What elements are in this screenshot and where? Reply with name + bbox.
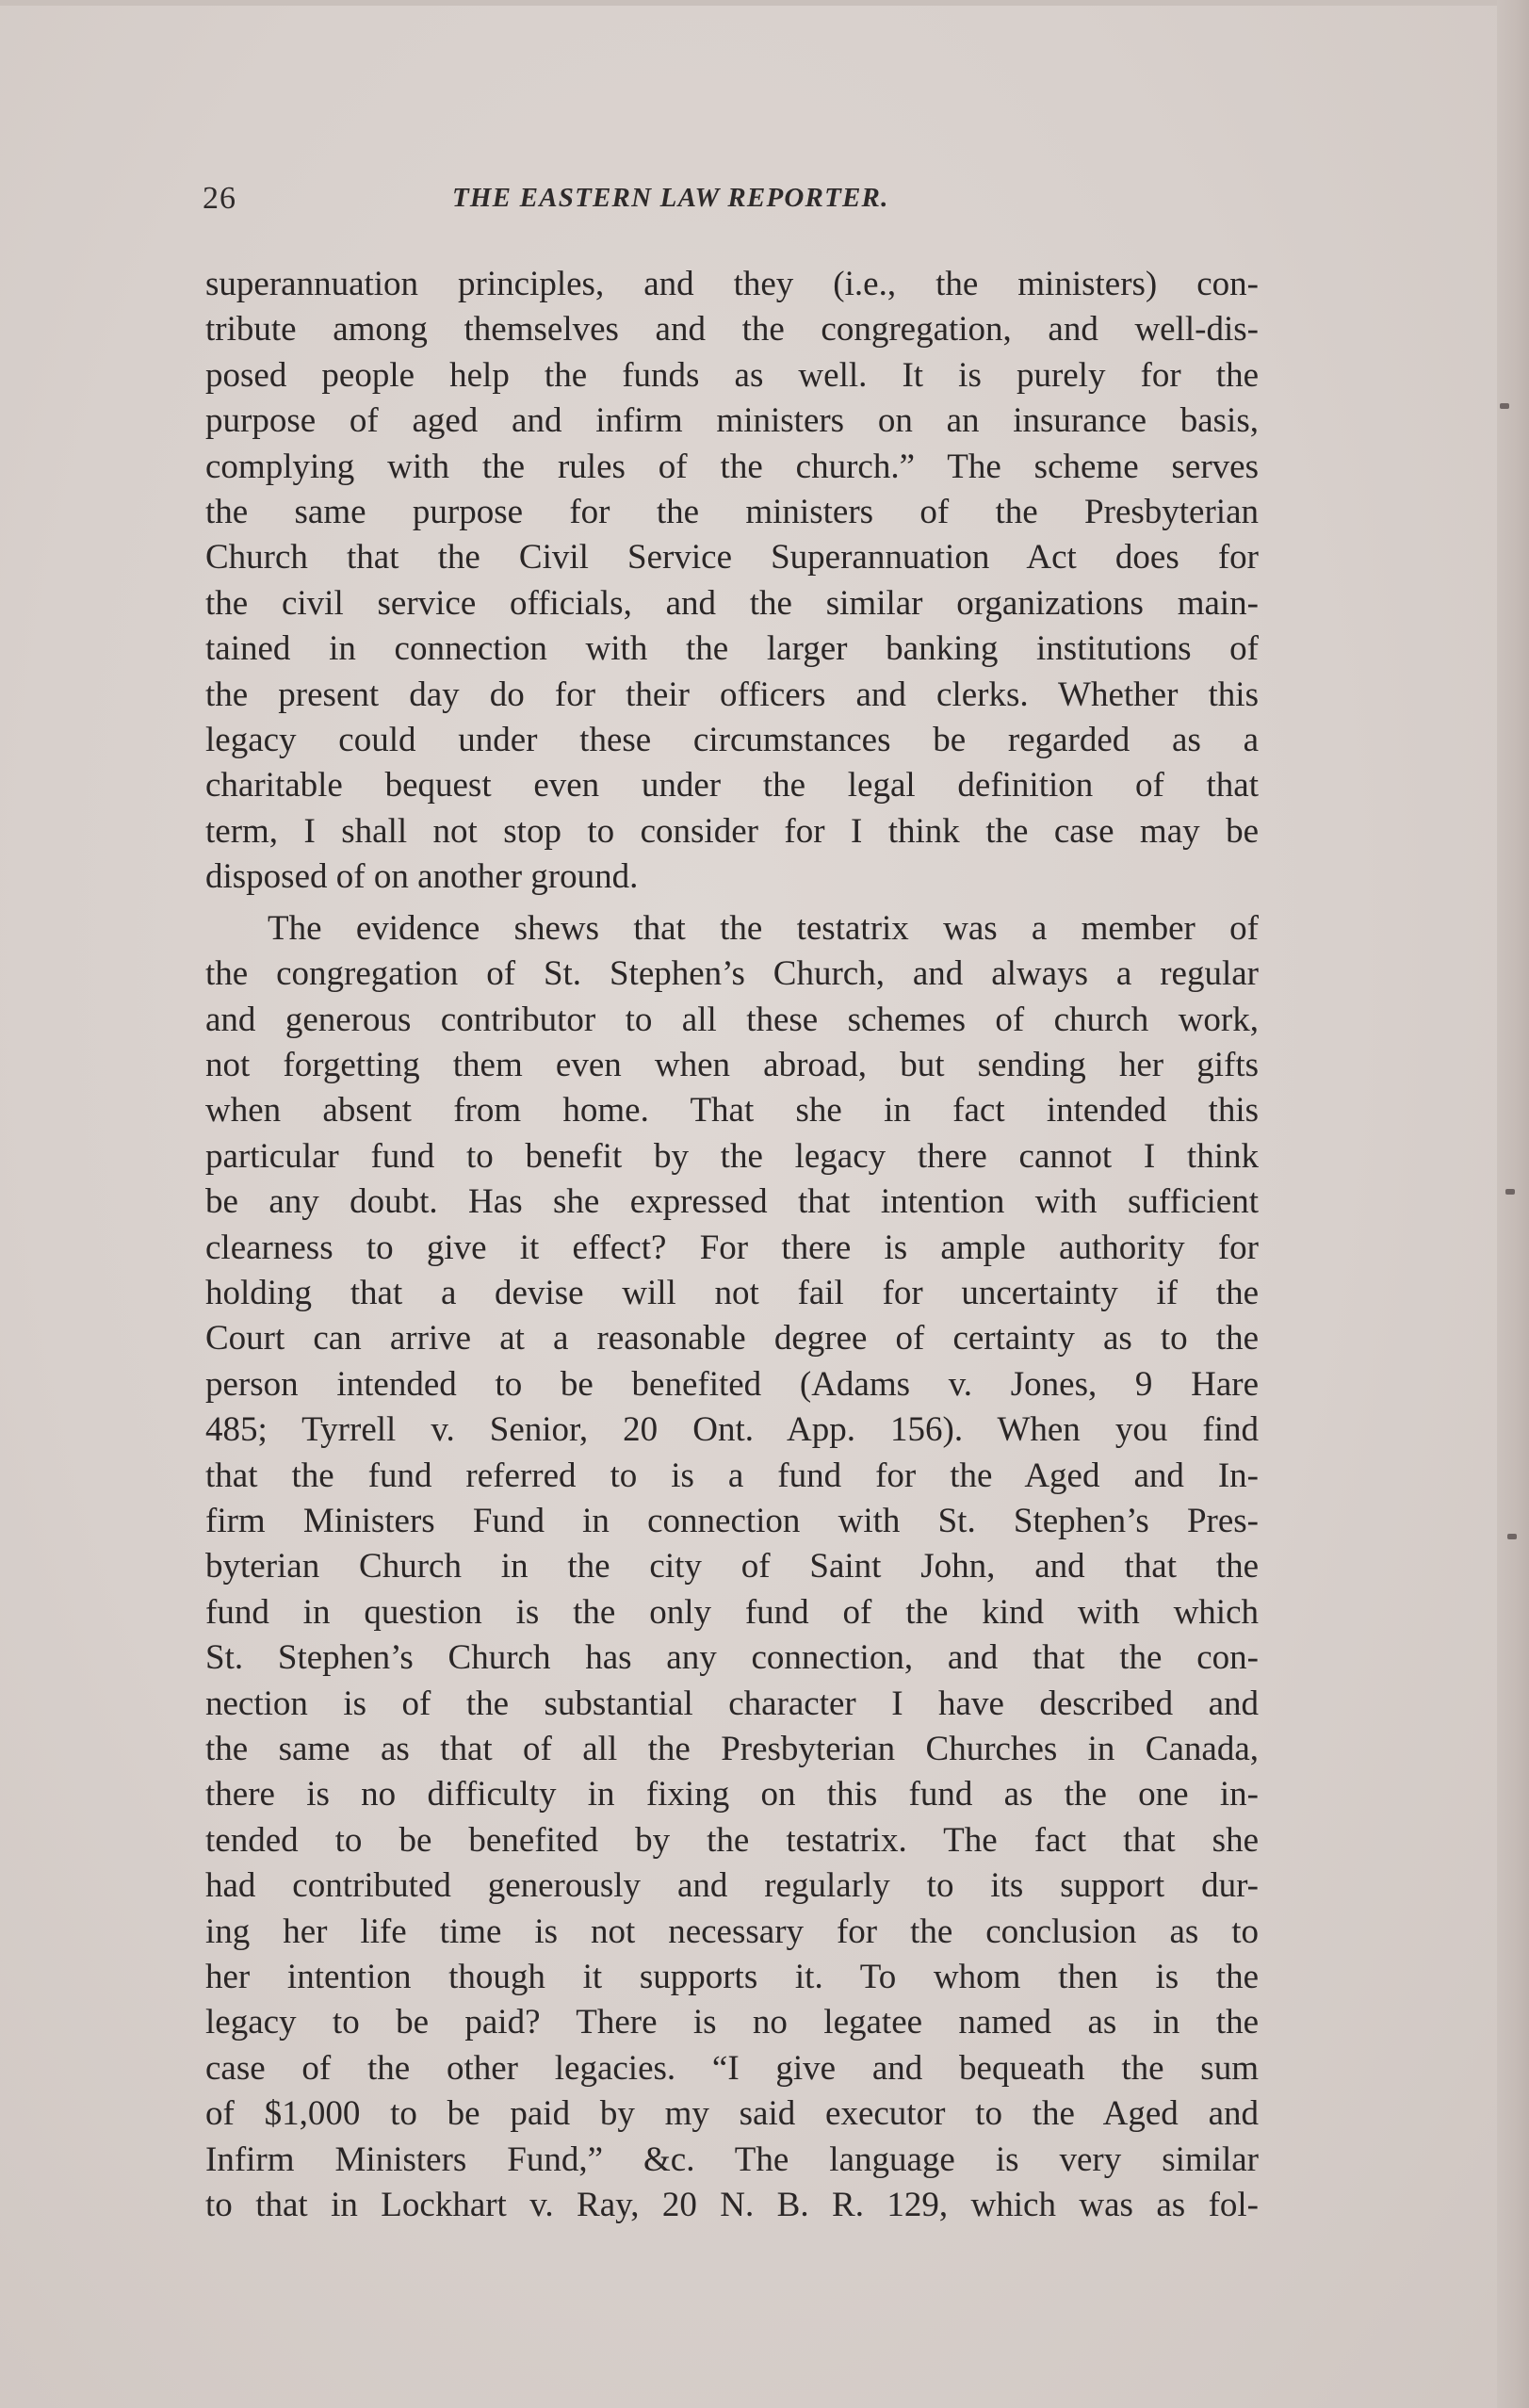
text-line: the congregation of St. Stephen’s Church, and always a regular xyxy=(205,954,1259,994)
text-line: posed people help the funds as well. It is purely for the xyxy=(205,355,1259,395)
text-line: tribute among themselves and the congregation, and well-dis- xyxy=(205,310,1259,350)
text-line: purpose of aged and infirm ministers on an insurance basis, xyxy=(205,401,1259,441)
text-line: superannuation principles, and they (i.e., the ministers) con- xyxy=(205,265,1259,303)
text-line: there is no difficulty in fixing on this fund as the one in- xyxy=(205,1775,1259,1814)
text-line: the present day do for their officers and clerks. Whether this xyxy=(205,675,1259,714)
text-line: and generous contributor to all these schemes of church work, xyxy=(205,1000,1259,1039)
text-line: The evidence shews that the testatrix was a member of xyxy=(268,908,1259,948)
text-line: Church that the Civil Service Superannuation Act does for xyxy=(205,538,1259,578)
text-line: term, I shall not stop to consider for I think the case may be xyxy=(205,811,1259,851)
page-header xyxy=(203,181,1258,222)
text-line: byterian Church in the city of Saint John, and that the xyxy=(205,1547,1259,1586)
text-line: to that in Lockhart v. Ray, 20 N. B. R. 129, which was as fol- xyxy=(205,2186,1259,2225)
body-text xyxy=(205,262,1259,2234)
text-line: holding that a devise will not fail for uncertainty if the xyxy=(205,1273,1259,1312)
page-number: 26 xyxy=(203,181,236,216)
text-line: the civil service officials, and the similar organizations main- xyxy=(205,583,1259,623)
text-line: Court can arrive at a reasonable degree of certainty as to the xyxy=(205,1319,1259,1359)
text-line: particular fund to benefit by the legacy there cannot I think xyxy=(205,1136,1259,1176)
text-line: fund in question is the only fund of the kind with which xyxy=(205,1592,1259,1632)
text-line: the same purpose for the ministers of the Presbyterian xyxy=(205,493,1259,532)
text-line: charitable bequest even under the legal definition of that xyxy=(205,766,1259,805)
text-line: 485; Tyrrell v. Senior, 20 Ont. App. 156). When you find xyxy=(205,1410,1259,1450)
margin-speck xyxy=(1505,1189,1515,1195)
page-top-edge xyxy=(0,0,1529,6)
text-line: Infirm Ministers Fund,” &c. The language is very similar xyxy=(205,2140,1259,2179)
text-line: tended to be benefited by the testatrix. The fact that she xyxy=(205,1820,1259,1860)
paragraph-1 xyxy=(205,262,1259,901)
text-line: not forgetting them even when abroad, but sending her gifts xyxy=(205,1045,1259,1084)
text-line: St. Stephen’s Church has any connection, and that the con- xyxy=(205,1638,1259,1678)
text-line: her intention though it supports it. To whom then is the xyxy=(205,1958,1259,1997)
running-title: THE EASTERN LAW REPORTER. xyxy=(452,183,889,213)
text-line: of $1,000 to be paid by my said executor to the Aged and xyxy=(205,2094,1259,2134)
text-line: firm Ministers Fund in connection with St. Stephen’s Pres- xyxy=(205,1501,1259,1540)
text-line: had contributed generously and regularly to its support dur- xyxy=(205,1866,1259,1906)
text-line: tained in connection with the larger banking institutions of xyxy=(205,629,1259,669)
text-line: disposed of on another ground. xyxy=(205,857,639,897)
text-line: the same as that of all the Presbyterian Churches in Canada, xyxy=(205,1730,1259,1768)
margin-speck xyxy=(1507,1534,1517,1539)
text-line: legacy could under these circumstances be regarded as a xyxy=(205,721,1259,760)
text-line: when absent from home. That she in fact intended this xyxy=(205,1091,1259,1131)
text-line: case of the other legacies. “I give and bequeath the sum xyxy=(205,2048,1259,2088)
text-line: ing her life time is not necessary for the conclusion as to xyxy=(205,1912,1259,1951)
paragraph-2 xyxy=(205,906,1259,2229)
text-line: nection is of the substantial character I have described and xyxy=(205,1684,1259,1723)
text-line: person intended to be benefited (Adams v. Jones, 9 Hare xyxy=(205,1364,1259,1404)
text-line: legacy to be paid? There is no legatee named as in the xyxy=(205,2003,1259,2042)
page-right-edge xyxy=(1497,0,1529,2408)
margin-speck xyxy=(1500,403,1509,409)
text-line: complying with the rules of the church.” The scheme serves xyxy=(205,447,1259,486)
text-line: that the fund referred to is a fund for the Aged and In- xyxy=(205,1456,1259,1495)
text-line: clearness to give it effect? For there is ample authority for xyxy=(205,1228,1259,1267)
text-line: be any doubt. Has she expressed that intention with sufficient xyxy=(205,1182,1259,1222)
